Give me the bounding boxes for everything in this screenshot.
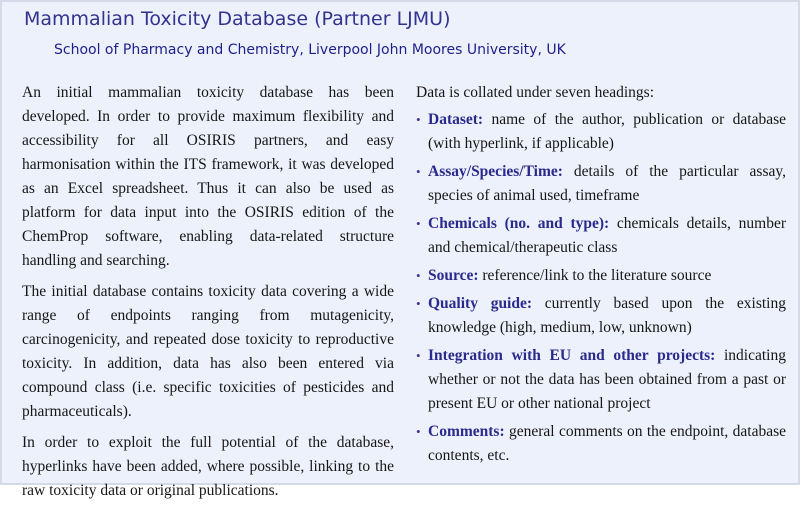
- heading-description: indicating whether or not the data has been obtained from a past or present EU or other national project: [428, 347, 786, 412]
- bullet-icon: •: [416, 164, 421, 179]
- heading-description: currently based upon the existing knowledge (high, medium, low, unknown): [428, 295, 786, 336]
- page-subtitle: School of Pharmacy and Chemistry, Liverpool John Moores University, UK: [54, 42, 566, 58]
- bullet-icon: •: [416, 296, 421, 311]
- paragraph-coverage: The initial database contains toxicity data covering a wide range of endpoints ranging from mutagenicity, carcinogenicity, and repeated dose toxicity to reproductive toxicity. In addition, data has also been entered via compound class (i.e. specific toxicities of pesticides and pharmaceuticals).: [22, 283, 394, 420]
- bullet-icon: •: [416, 424, 421, 439]
- heading-label: Chemicals (no. and type):: [428, 215, 610, 232]
- list-item: [416, 160, 786, 208]
- list-item: [416, 420, 786, 468]
- heading-description: name of the author, publication or database (with hyperlink, if applicable): [428, 111, 786, 152]
- heading-description: reference/link to the literature source: [478, 267, 712, 284]
- right-column: [416, 81, 786, 472]
- bullet-icon: •: [416, 112, 421, 127]
- list-item: [416, 108, 786, 156]
- list-item: [416, 264, 786, 288]
- heading-description: chemicals details, number and chemical/therapeutic class: [428, 215, 787, 256]
- headings-list: [416, 108, 786, 468]
- heading-description: details of the particular assay, species of animal used, timeframe: [428, 163, 786, 204]
- list-item: [416, 292, 786, 340]
- paragraph-hyperlinks: In order to exploit the full potential of the database, hyperlinks have been added, where possible, linking to the raw toxicity data or original publications.: [22, 434, 394, 499]
- heading-label: Assay/Species/Time:: [428, 163, 563, 180]
- heading-label: Integration with EU and other projects:: [428, 347, 716, 364]
- bullet-icon: •: [416, 348, 421, 363]
- heading-description: general comments on the endpoint, database contents, etc.: [428, 423, 786, 464]
- heading-label: Quality guide:: [428, 295, 533, 312]
- bullet-icon: •: [416, 268, 421, 283]
- bullet-icon: •: [416, 216, 421, 231]
- page-title: Mammalian Toxicity Database (Partner LJMU): [24, 8, 451, 30]
- heading-label: Dataset:: [428, 111, 484, 128]
- heading-label: Source:: [428, 267, 479, 284]
- list-item: [416, 344, 786, 416]
- left-column: [22, 81, 394, 510]
- list-item: [416, 212, 786, 260]
- paragraph-intro: An initial mammalian toxicity database has been developed. In order to provide maximum flexibility and accessibility for all OSIRIS partners, and easy harmonisation within the ITS framework, it was developed as an Excel spreadsheet. Thus it can also be used as platform for data input into the OSIRIS edition of the ChemProp software, enabling data-related structure handling and searching.: [22, 84, 394, 269]
- heading-label: Comments:: [428, 423, 505, 440]
- headings-intro: Data is collated under seven headings:: [416, 84, 655, 101]
